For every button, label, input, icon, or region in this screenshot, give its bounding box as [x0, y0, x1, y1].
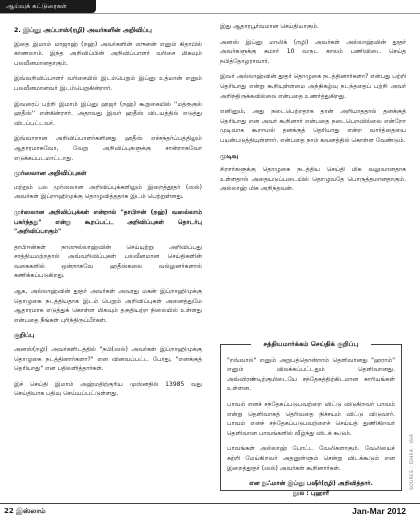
- paragraph: எனினும், அது நடைபெற்றதாக தான் அறியாததால் தனக்குத் தெரியாது என அவர் கூறினார் என்பதை நடைபெறவில்லை என்றோ முடிவாக கூறாமல் தனக்குத் தெரியாது என்ற வார்த்தையை பயன்படுத்தியுள்ளார். என்பதை நாம் கவனத்தில் கொள்ள வேண்டும்.: [220, 108, 406, 144]
- paragraph: மற்றும் பல முர்ஸலான அறிவிப்புக்களிலும் இறைத்தூதர் (ஸல்) அவர்கள் இப்றாஹிமுக்கு தொழுவித்ததாக இடம் பெற்றுள்ளது.: [14, 183, 202, 201]
- article-heading: 2. இப்னு அப்பாஸ்(ரழி) அவர்களின் அறிவிப்பு: [14, 27, 152, 34]
- paragraph: இச் செய்தி இமாம் அஹ்மதிற்குரிய முஸ்னதில் 13985 வது செய்தியாக பதிவு செய்யப்பட்டுள்ளது.: [14, 380, 202, 398]
- header-rule: [0, 13, 420, 14]
- subheading-note: குறிப்பு: [14, 332, 35, 340]
- box-narrator: என நுஃமான் இப்னு பஷீர்(ரழி) அறிவித்தார்.: [249, 480, 373, 488]
- side-source-text: SOURCE : IDHEA · ISIA: [410, 433, 415, 490]
- bold-definition: முர்ஸலான அறிவிப்புக்கள் என்றால் "தாபிஈன் (றஹ்) வஸல்லாம் பகர்ந்தது" என்று கூறப்பட்ட அறிவிப்புகள் தொடர்பு "அறிவிப்பாகும்": [14, 208, 202, 236]
- box-title: சத்தியமார்க்கம் செய்திக் குறிப்பு: [251, 340, 371, 350]
- paragraph: இதை இமாம் மாஜாஹ் (றஹ்) அவர்களின் ஸுனன் எனும் கிதாபில் காணலாம். இந்த அறிவிப்பின் அறிவிப்பாளர் வரிசை மிகவும் பலவீனமானதாகும்.: [14, 40, 202, 67]
- paragraph: இது ஆதாரபூர்வமான செய்தியாகும்.: [220, 23, 319, 30]
- subheading-conclusion: முடிவு: [220, 152, 239, 160]
- footer-rule: [0, 503, 420, 504]
- paragraph: இவ்வறிவிப்பாளர் வரிசையில் இடம்பெறும் இப்னு உத்மான் எனும் பலவீனமானவர் இடம்பெறுகின்றார்.: [14, 75, 202, 92]
- box-paragraph: பாவங்கள் அல்லாஹ் போட்ட வேலிகளாகும். வேலியைச் சுற்றி மேய்கிறவர் அதனுள்ளும் சென்று விடக்கூடும் என இறைத்தூதர் (ஸல்) அவர்கள் கூறினார்கள்.: [227, 445, 395, 472]
- subheading-mursal: முர்ஸலான அறிவிப்புகள்: [14, 170, 87, 178]
- paragraph: சிறார்களுக்கு தொழுகை நடத்திய செய்தி மிக வலுவானதாக உள்ளதால் அதையடுப்படையில் தொழுவதே பொருத்தமானதாகும். அல்லாஹ் மிக அறிந்தவன்.: [220, 166, 406, 193]
- left-column: [14, 22, 202, 502]
- right-column: [220, 22, 406, 337]
- paragraph: இவர் அல்லாஹ்வின் தூதர் தொழுகை நடத்தினார்களா? என்பது பற்றி தெரியாது என்று கூறியுள்ளமை அந்நிகழ்வு நடந்ததைப் பற்றி அவர் அறிந்திருக்கவில்லை என்பதை உணர்த்துகிறது.: [220, 73, 406, 100]
- paragraph: ஆக, அல்லாஹ்வின் தூதர் அவர்கள் அவரது மகன் இப்றாஹிமுக்கு தொழுகை நடத்தியதாக இடம் பெறும் அறிவிப்புகள் அனைத்துமே ஆதாரமாக எடுத்துக் கொள்ள மிகவும் தகுதியற்ற நிலையில் உள்ளது என்பதை நீங்கள் புரிந்திருப்பீர்கள்.: [14, 288, 202, 324]
- paragraph: இவரைப் பற்றி இமாம் இப்னு ஹஜர் (றஹ்) கூறுகையில் ''மத்ரூகுல் ஹதீஸ்'' என்கின்றார். அதாவது இவர் ஹதீஸ் விடயத்தில் எடுத்து விடப்பட்டவர்.: [14, 100, 202, 127]
- quote-box: [220, 340, 402, 497]
- box-paragraph: "றவ்வால்" எனும் அறுபத்தொன்றாம் தெளிவானது "ஹராம்" எனும் விலக்கப்பட்டதும் தெளிவானது. அவ்விரண்டிற்குமிடையே சந்தேகத்திற்கிடமான காரியங்கள் உள்ளன.: [227, 356, 395, 393]
- paragraph: அனஸ்(றழி) அவர்களிடத்தில் "நபி(ஸல்) அவர்கள் இப்றாஹிமுக்கு தொழுகை நடத்தினார்களா?" என வினவப்பட்ட போது, "எனக்குத் தெரியாது" என பதிலளித்தார்கள்.: [14, 346, 202, 373]
- box-source: நூல் : புஹாரீ: [293, 489, 329, 497]
- issue-date: Jan-Mar 2012: [352, 506, 406, 516]
- section-tab: ஆய்வுக் கட்டுரைகள்: [0, 0, 96, 13]
- paragraph: அனஸ் இப்னு மாலிக் (றழி) அவர்கள் அல்லாஹ்வின் தூதர் அவர்களுக்கு சுமார் 10 வருட காலம் பணிவிடை செய்த நபித்தோழராவார்.: [220, 38, 406, 65]
- page-number: 22 இஸ்லாம்: [4, 507, 46, 515]
- paragraph: இவ்வாறான அறிவிப்பாளர்களினது ஹதீஸ் எச்சந்தர்ப்பத்திலும் ஆதாரமாகவோ, வேறு அறிவிப்புகளுக்கு சான்றாகவோ எடுக்கப்படமாட்டாது.: [14, 135, 202, 162]
- paragraph: தாபிஈன்கள் நாஸுல்லாஹ்வின் செய்யுற்று அறிவிப்பது சாத்தியமற்றதால் அவ்வறிவிப்புகள் பலவீனமான செய்திகளின் வகைகளில் ஒன்றாகவே ஹதீஸ்கலை வல்லுனர்களால் கணிக்கப்படுகிறது.: [14, 243, 202, 280]
- box-paragraph: பாவம் எனச் சந்தேகப்படுபவற்றை விட்டு விடுகிறவர் பாவம் என்று தெளிவாகத் தெரிவதை நிச்சயம் விட்டு விடுவார். பாவம் எனச் சந்தேகப்படுபவற்றைச் செய்யத் துணிகிறவர் தெளிவான பாவங்களில் வீழ்ந்து விடக் கூடும்.: [227, 400, 395, 437]
